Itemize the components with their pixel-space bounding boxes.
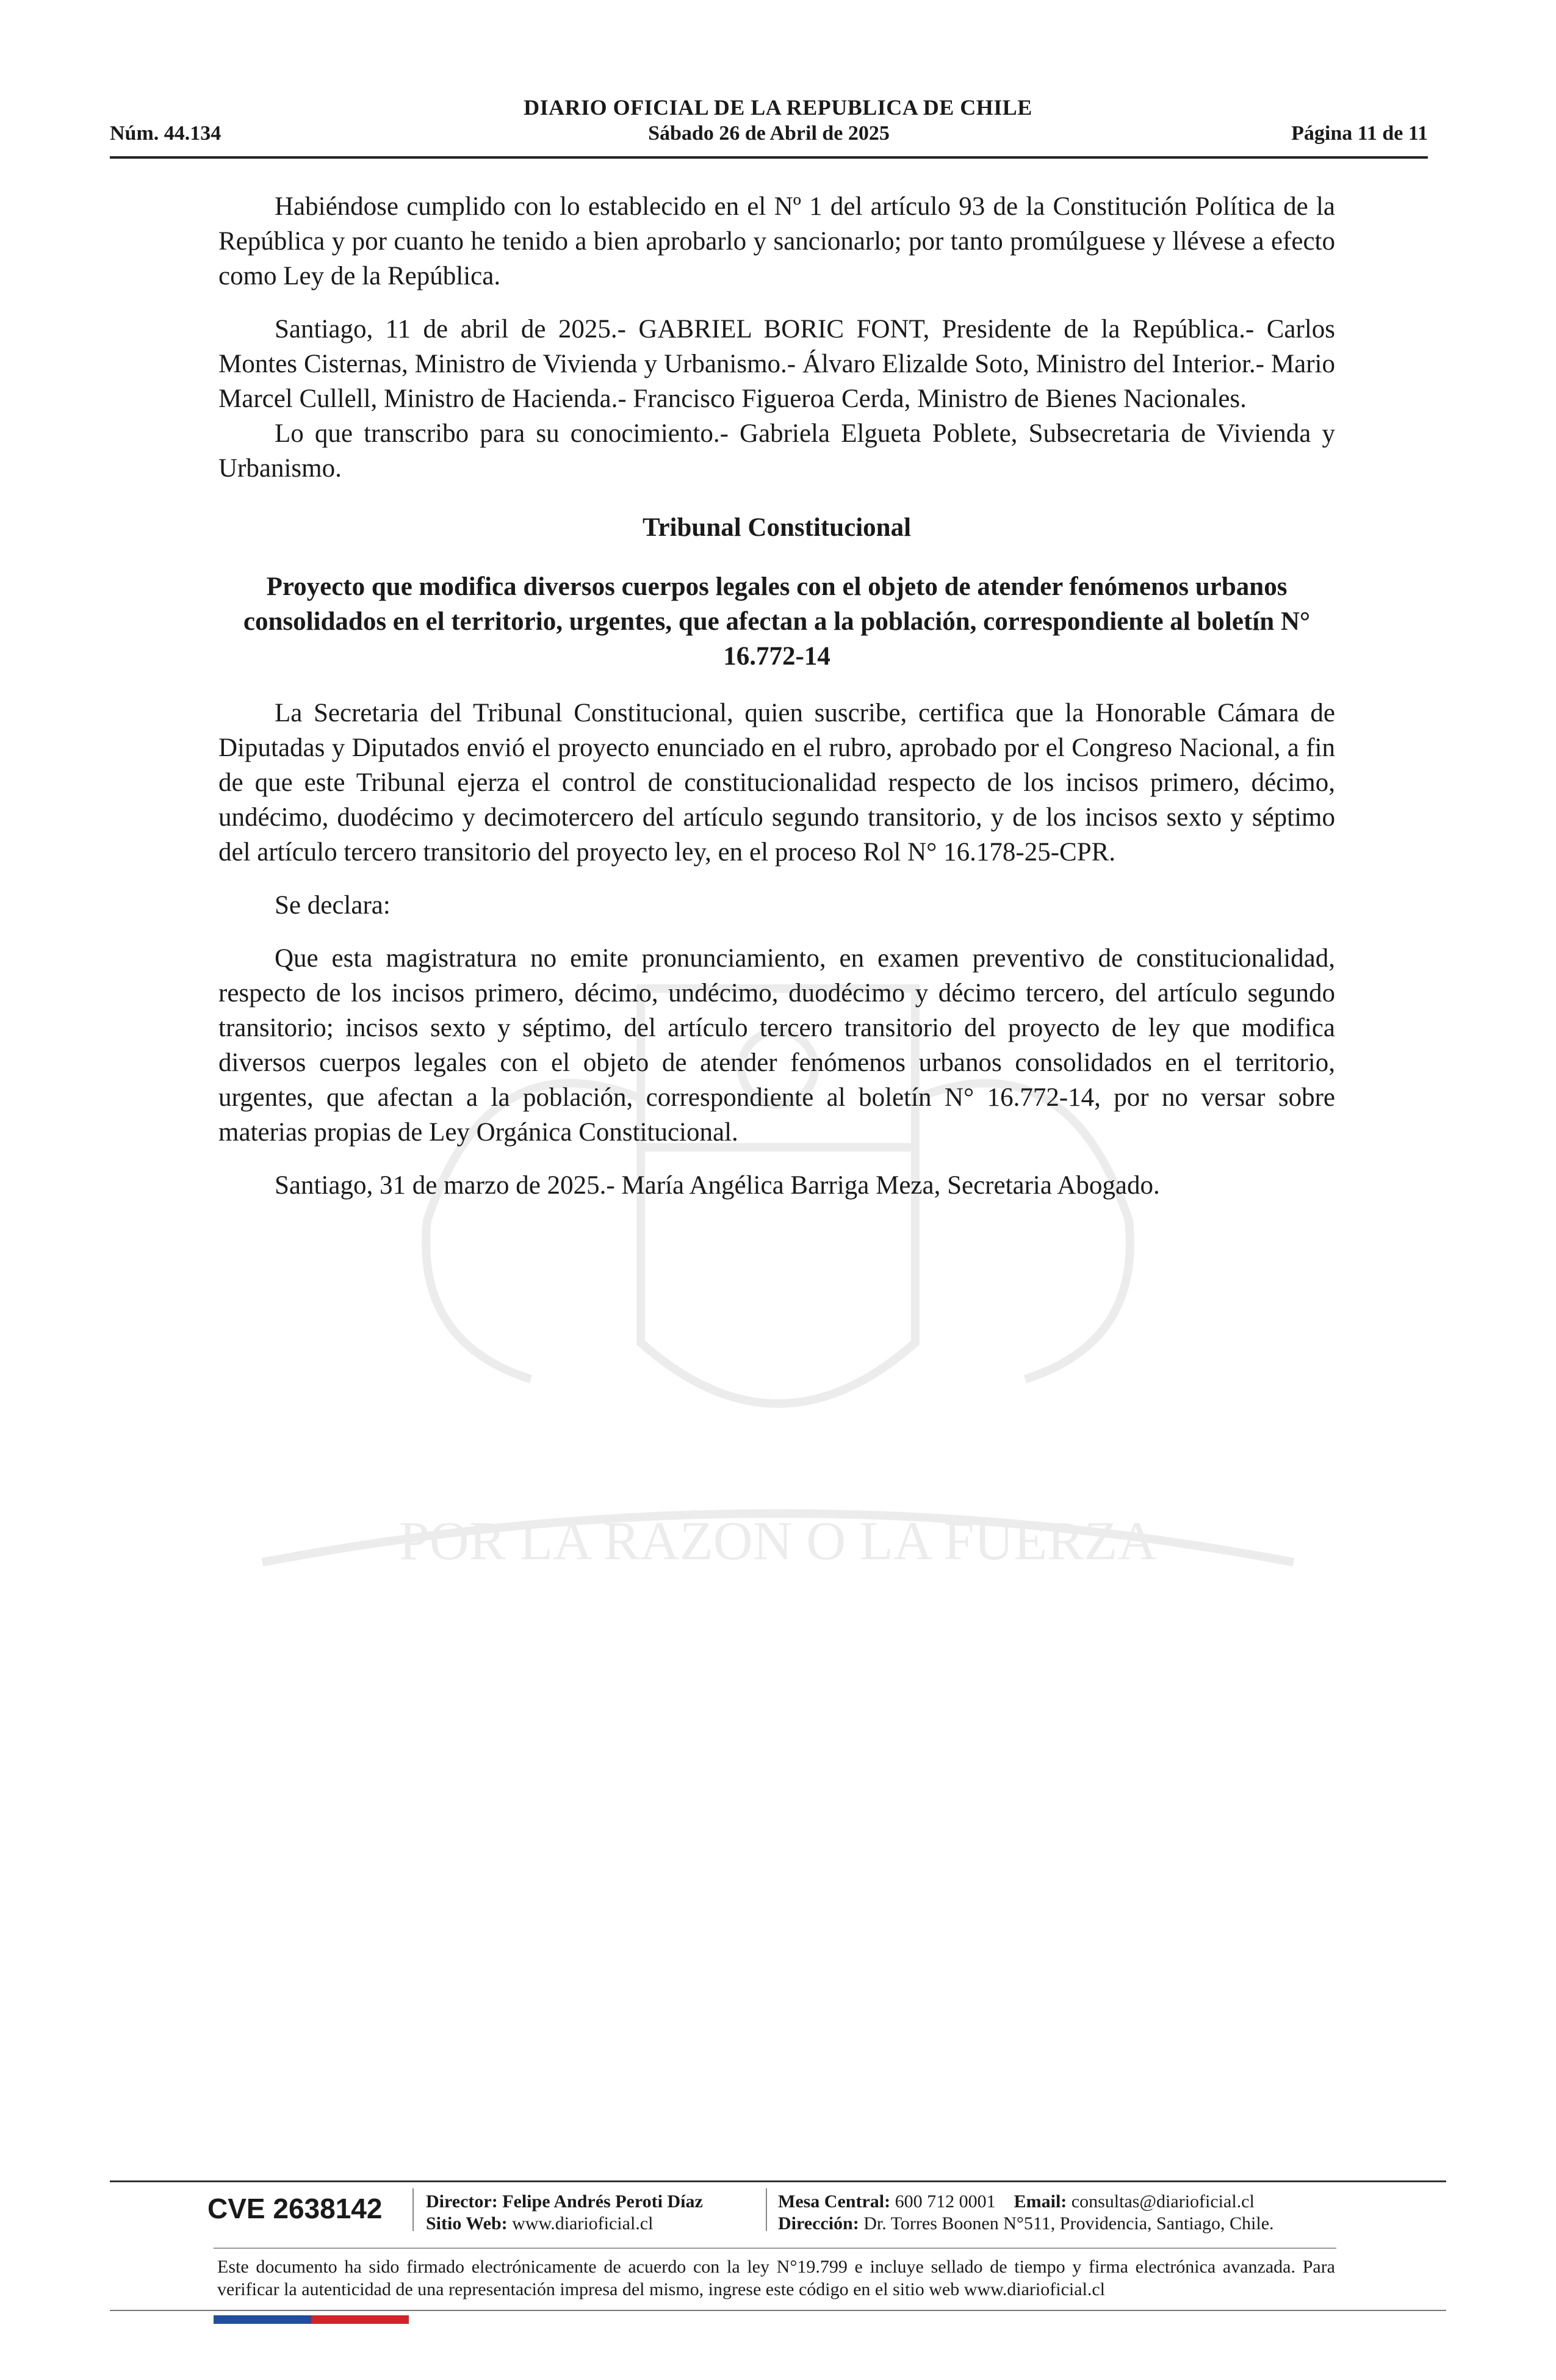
footer-separator (766, 2188, 767, 2231)
site-label: Sitio Web: (426, 2213, 508, 2234)
signatures-paragraph: Santiago, 11 de abril de 2025.- GABRIEL BORIC FONT, Presidente de la República.- Carlos Montes Cisternas, Ministro de Vivienda y Urbanismo.- Álvaro Elizalde Soto, Ministro del Interior.- Mario Marcel Cullell, Ministro de Hacienda.- Francisco Figueroa Cerda, Ministro de Bienes Nacionales. (218, 315, 1335, 413)
address-value: Dr. Torres Boonen N°511, Providencia, Santiago, Chile. (863, 2213, 1274, 2234)
issue-number: Núm. 44.134 (110, 122, 222, 145)
site-link[interactable]: www.diarioficial.cl (512, 2213, 654, 2234)
flag-stripe-red (311, 2315, 409, 2324)
declaration-paragraph: Que esta magistratura no emite pronunciamiento, en examen preventivo de constitucionalidad, respecto de los incisos primero, décimo, undécimo, duodécimo y décimo tercero, del artículo segundo transitorio; incisos sexto y séptimo, del artículo tercero transitorio del proyecto de ley que modifica diversos cuerpos legales con el objeto de atender fenómenos urbanos consolidados en el territorio, urgentes, que afectan a la población, correspondiente al boletín N° 16.772-14, por no versar sobre materias propias de Ley Orgánica Constitucional. (218, 944, 1335, 1147)
cve-code: CVE 2638142 (207, 2193, 383, 2224)
director-name: Felipe Andrés Peroti Díaz (502, 2191, 703, 2212)
footer-divider-mid (214, 2248, 1336, 2249)
email-link[interactable]: consultas@diarioficial.cl (1071, 2191, 1255, 2212)
document-body (218, 189, 1335, 1221)
promulgation-paragraph: Habiéndose cumplido con lo establecido en el Nº 1 del artículo 93 de la Constitución Política de la República y por cuanto he tenido a bien aprobarlo y sancionarlo; por tanto promúlguese y llévese a efecto como Ley de la República. (218, 192, 1335, 290)
footer-contact-column (778, 2191, 1274, 2235)
header-row (110, 122, 1428, 150)
flag-stripe-blue (214, 2315, 311, 2324)
header-divider (110, 156, 1428, 159)
footer-divider-top (110, 2180, 1446, 2182)
transcription-paragraph: Lo que transcribo para su conocimiento.- Gabriela Elgueta Poblete, Subsecretaria de Vivienda y Urbanismo. (218, 419, 1335, 483)
mesa-label: Mesa Central: (778, 2191, 891, 2212)
mesa-phone: 600 712 0001 (895, 2191, 996, 2212)
director-label: Director: (426, 2191, 498, 2212)
certification-paragraph: La Secretaria del Tribunal Constitucional, quien suscribe, certifica que la Honorable Cámara de Diputadas y Diputados envió el proyecto enunciado en el rubro, aprobado por el Congreso Nacional, a fin de que este Tribunal ejerza el control de constitucionalidad respecto de los incisos primero, décimo, undécimo, duodécimo y decimotercero del artículo segundo transitorio, y de los incisos sexto y séptimo del artículo tercero transitorio del proyecto ley, en el proceso Rol N° 16.178-25-CPR. (218, 699, 1335, 867)
issue-date: Sábado 26 de Abril de 2025 (648, 122, 890, 145)
section-heading: Tribunal Constitucional (642, 513, 912, 542)
footer-director-column (426, 2191, 703, 2235)
declaration-intro: Se declara: (275, 891, 391, 920)
closing-paragraph: Santiago, 31 de marzo de 2025.- María Angélica Barriga Meza, Secretaria Abogado. (275, 1171, 1160, 1200)
address-label: Dirección: (778, 2213, 859, 2234)
footer-divider-bottom (110, 2310, 1446, 2311)
publication-title: DIARIO OFICIAL DE LA REPUBLICA DE CHILE (524, 95, 1032, 120)
page-number: Página 11 de 11 (1291, 122, 1428, 145)
section-title: Proyecto que modifica diversos cuerpos legales con el objeto de atender fenómenos urbanos consolidados en el territorio, urgentes, que afectan a la población, correspondiente al boletín N° 16.772-14 (243, 572, 1311, 671)
motto-text: POR LA RAZON O LA FUERZA (398, 1511, 1158, 1571)
legal-notice: Este documento ha sido firmado electrónicamente de acuerdo con la ley N°19.799 e incluye sellado de tiempo y firma electrónica avanzada. Para verificar la autenticidad de una representación impresa del mismo, ingrese este código en el sitio web www.diarioficial.cl (217, 2257, 1335, 2299)
email-label: Email: (1014, 2191, 1067, 2212)
footer-separator (412, 2188, 414, 2231)
